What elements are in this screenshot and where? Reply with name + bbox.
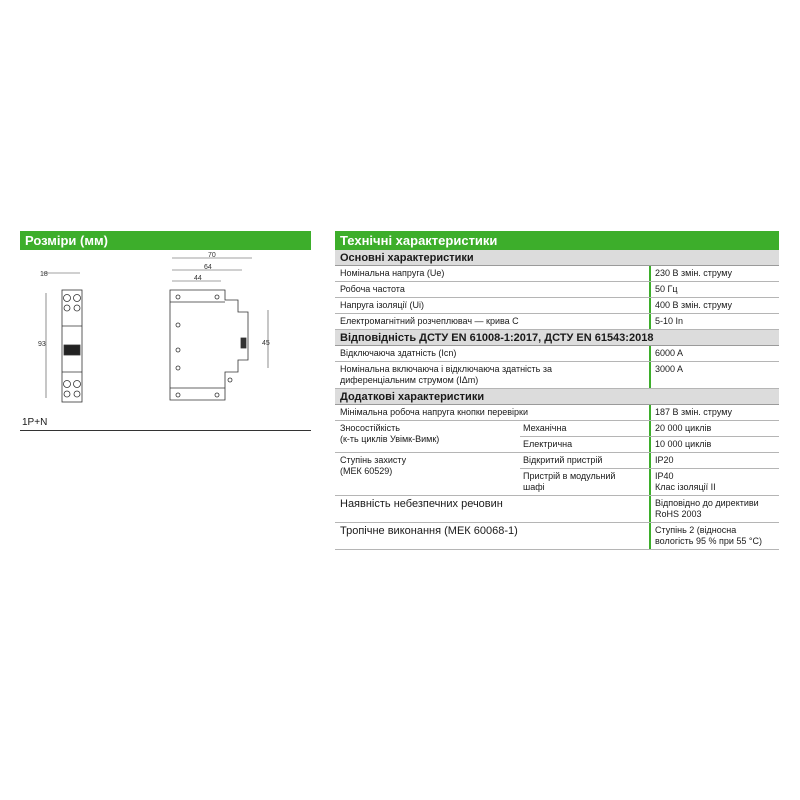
- dimension-drawing: [20, 250, 311, 430]
- dim-width-front: 18: [40, 271, 48, 278]
- spec-table: [335, 250, 779, 550]
- row-value: 3000 A: [649, 362, 779, 388]
- table-row: [335, 282, 779, 298]
- table-row: [335, 523, 779, 550]
- row-label: Тропічне виконання (МЕК 60068-1): [340, 525, 518, 537]
- table-row: [335, 298, 779, 314]
- sub-label-line: шафі: [523, 482, 545, 492]
- row-value: [649, 469, 779, 495]
- row-value: 187 В змін. струму: [649, 405, 779, 420]
- sub-label-line: Пристрій в модульний: [523, 471, 616, 481]
- table-row: [335, 405, 779, 421]
- protection-group: [335, 453, 779, 496]
- row-label: Наявність небезпечних речовин: [340, 498, 503, 510]
- sub-label: [520, 469, 649, 495]
- dim-height-total: 93: [38, 341, 46, 348]
- group-label: [335, 421, 520, 452]
- row-value: 50 Гц: [649, 282, 779, 297]
- dim-depth-total: 70: [208, 252, 216, 259]
- row-label: Напруга ізоляції (Ui): [340, 300, 424, 310]
- table-row: [335, 362, 779, 389]
- dim-depth-small: 44: [194, 275, 202, 282]
- dimensions-header: Розміри (мм): [20, 231, 311, 250]
- dim-height-side: 45: [262, 340, 270, 347]
- row-value: 400 В змін. струму: [649, 298, 779, 313]
- front-view: [62, 290, 82, 402]
- row-label: [335, 362, 649, 388]
- row-label: Відключаюча здатність (Icn): [340, 348, 457, 358]
- row-value: 10 000 циклів: [649, 437, 779, 452]
- table-row: [520, 437, 779, 452]
- side-view: [170, 290, 248, 400]
- value-line: Відповідно до директиви: [655, 498, 759, 508]
- table-row: [335, 346, 779, 362]
- value-line: IP40: [655, 471, 674, 481]
- row-label: Робоча частота: [340, 284, 405, 294]
- value-line: Ступінь 2 (відносна: [655, 525, 737, 535]
- table-row: [520, 453, 779, 469]
- table-row: [335, 266, 779, 282]
- table-row: [335, 496, 779, 523]
- section-main: Основні характеристики: [335, 250, 779, 266]
- variant-label: 1P+N: [22, 417, 48, 428]
- row-label: Електромагнітний розчеплювач — крива С: [340, 316, 519, 326]
- row-label: Номінальна напруга (Ue): [340, 268, 445, 278]
- group-label-line: Ступінь захисту: [340, 455, 407, 465]
- table-row: [520, 469, 779, 495]
- row-value: 20 000 циклів: [649, 421, 779, 436]
- sub-label: Відкритий пристрій: [523, 455, 603, 465]
- row-value: [649, 523, 779, 549]
- row-value: 230 В змін. струму: [649, 266, 779, 281]
- group-label: [335, 453, 520, 495]
- table-row: [335, 314, 779, 330]
- dim-depth-mid: 64: [204, 264, 212, 271]
- tech-header: Технічні характеристики: [335, 231, 779, 250]
- row-value: 5-10 In: [649, 314, 779, 329]
- value-line: Клас ізоляції II: [655, 482, 716, 492]
- value-line: RoHS 2003: [655, 509, 702, 519]
- wear-group: [335, 421, 779, 453]
- table-row: [520, 421, 779, 437]
- section-compliance: Відповідність ДСТУ EN 61008-1:2017, ДСТУ EN 61543:2018: [335, 330, 779, 346]
- section-extra: Додаткові характеристики: [335, 389, 779, 405]
- group-label-line: (МЕК 60529): [340, 466, 393, 476]
- row-value: 6000 A: [649, 346, 779, 361]
- sub-label: Механічна: [523, 423, 567, 433]
- sub-label: Електрична: [523, 439, 573, 449]
- row-label: Мінімальна робоча напруга кнопки перевірки: [340, 407, 528, 417]
- group-label-line: Зносостійкість: [340, 423, 400, 433]
- row-label-line: Номінальна включаюча і відключаюча здатність за: [340, 364, 552, 374]
- value-line: вологість 95 % при 55 °C): [655, 536, 762, 546]
- row-label-line: диференціальним струмом (IΔm): [340, 375, 479, 385]
- divider: [20, 430, 311, 431]
- group-label-line: (к-ть циклів Увімк-Вимк): [340, 434, 440, 444]
- row-value: IP20: [649, 453, 779, 468]
- row-value: [649, 496, 779, 522]
